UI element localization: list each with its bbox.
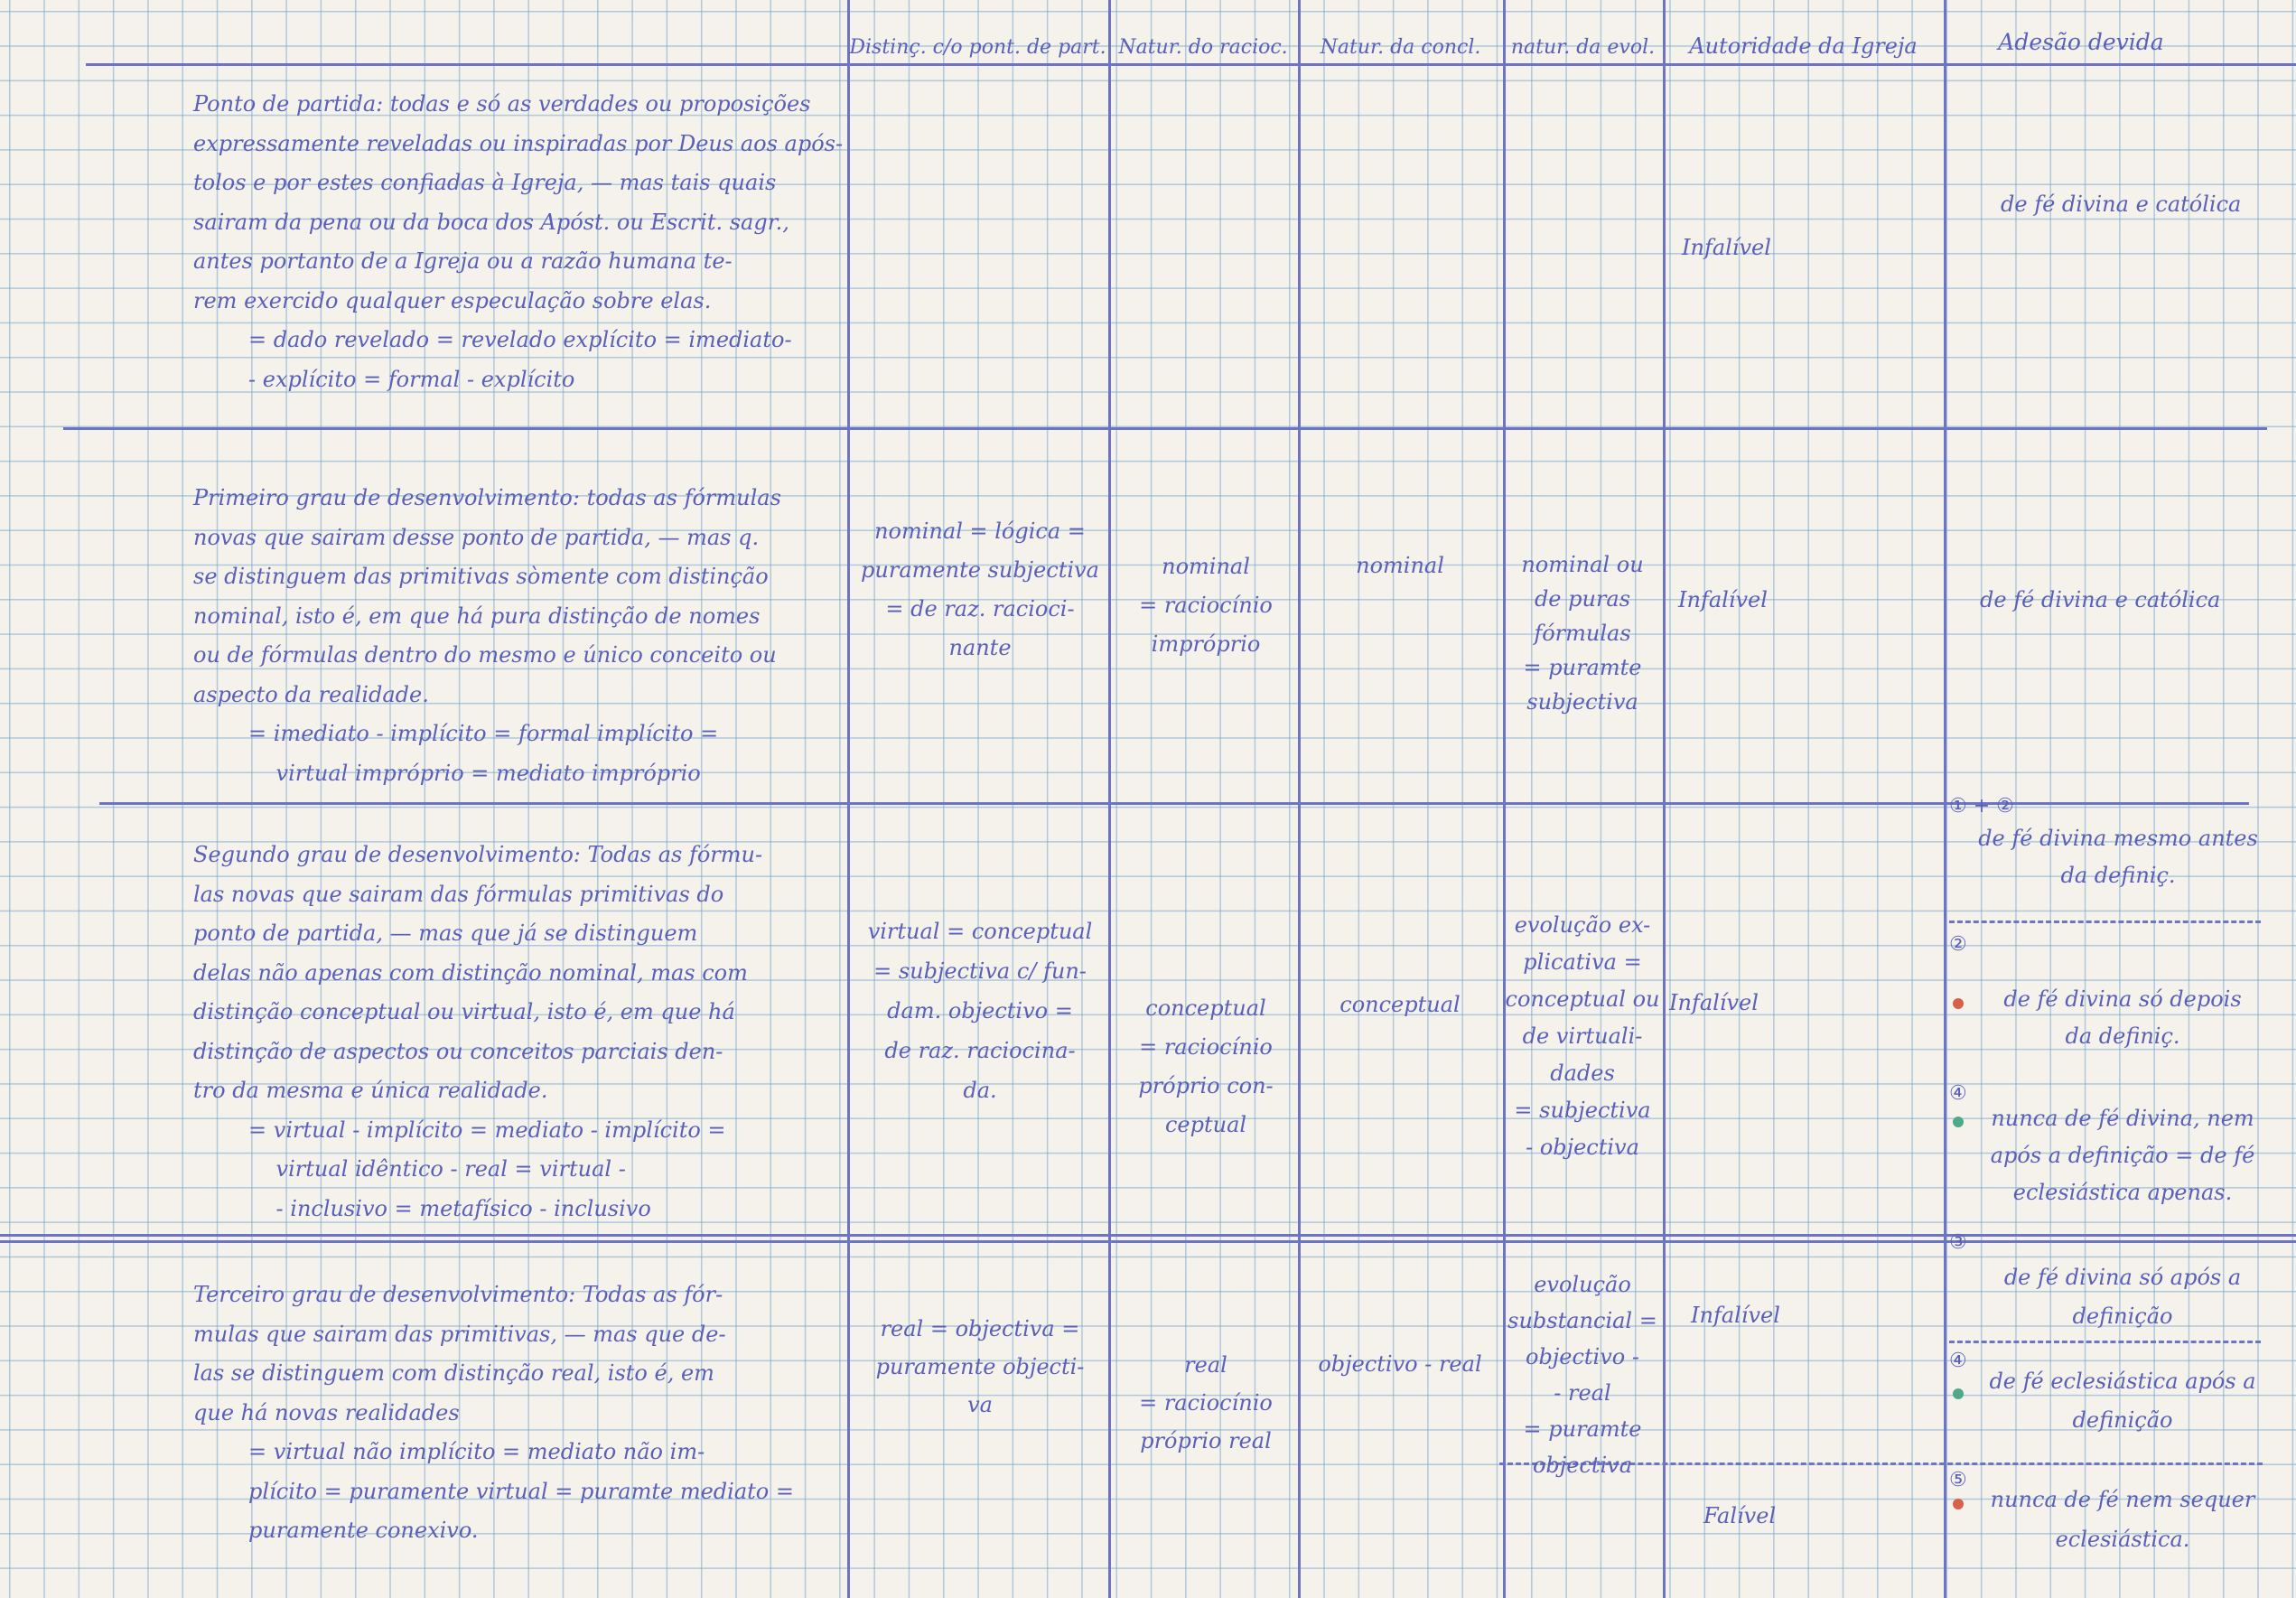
header-adhesion: Adesão devida: [1998, 29, 2164, 55]
row-third-degree-authority-infallible: Infalível: [1691, 1303, 1780, 1328]
row-divider: [99, 802, 2249, 805]
row-second-degree-adhesion-c: nunca de fé divina, nem após a definição = de fé eclesiástica apenas.: [1990, 1106, 2255, 1205]
row-first-degree-conclusion: nominal: [1356, 553, 1444, 578]
row-third-degree-evolution: evolução substancial = objectivo - - real = puramte objectiva: [1507, 1272, 1657, 1478]
row-third-degree-distinction: real = objectiva = puramente objecti- va: [875, 1316, 1085, 1417]
header-reasoning: Natur. do racioc.: [1118, 36, 1288, 59]
row-third-degree-description: Terceiro grau de desenvolvimento: Todas as fór- mulas que sairam das primitivas, — mas que de- las se distinguem com distinção real, isto é, em que há novas realidades = virtual não implícito = mediato não im- plícito = puramente virtual = puramte mediato = puramente conexivo.: [193, 1282, 794, 1543]
row-third-degree-reasoning: real = raciocínio próprio real: [1139, 1352, 1273, 1453]
header-authority: Autoridade da Igreja: [1689, 33, 1918, 59]
row-second-degree-description: Segundo grau de desenvolvimento: Todas as fórmu- las novas que sairam das fórmulas primitivas do ponto de partida, — mas que já se distinguem delas não apenas com distinção nominal, mas com distinção conceptual ou virtual, isto é, em que há distinção de aspectos ou conceitos parciais den- tro da mesma e única realidade. = virtual - implícito = mediato - implícito = virtual idêntico - real = virtual - - inclusivo = metafísico - inclusivo: [193, 842, 763, 1221]
row-first-degree-distinction: nominal = lógica = puramente subjectiva = de raz. racioci- nante: [861, 519, 1099, 660]
row-second-degree-distinction: virtual = conceptual = subjectiva c/ fun- dam. objectivo = de raz. raciocina- da.: [867, 919, 1093, 1103]
column-divider: [1663, 0, 1666, 1598]
row-first-degree-reasoning: nominal = raciocínio impróprio: [1139, 554, 1273, 657]
column-divider: [1108, 0, 1111, 1598]
column-divider: [847, 0, 850, 1598]
adhesion-dashed-divider: [1949, 1341, 2261, 1343]
row-first-degree-description: Primeiro grau de desenvolvimento: todas as fórmulas novas que sairam desse ponto de partida, — mas q. se distinguem das primitivas sòmente com distinção nominal, isto é, em que há pura distinção de nomes ou de fórmulas dentro do mesmo e único conceito ou aspecto da realidade. = imediato - implícito = formal implícito = virtual impróprio = mediato impróprio: [193, 485, 781, 786]
circled-number-3: ③: [1949, 1231, 1967, 1254]
row-first-degree-authority: Infalível: [1678, 587, 1768, 612]
row-second-degree-adhesion-b: de fé divina só depois da definiç.: [2003, 986, 2242, 1049]
row-second-degree-evolution: evolução ex- plicativa = conceptual ou de virtuali- dades = subjectiva - objectiva: [1505, 912, 1660, 1160]
row-third-degree-adhesion-c: nunca de fé nem sequer eclesiástica.: [1990, 1487, 2255, 1552]
column-divider: [1944, 0, 1946, 1598]
row-first-degree-adhesion: de fé divina e católica: [1980, 587, 2221, 612]
row-third-degree-adhesion-a: de fé divina só após a definição: [2003, 1265, 2242, 1329]
row-divider: [63, 427, 2267, 430]
row-third-degree-adhesion-b: de fé eclesiástica após a definição: [1989, 1369, 2256, 1433]
circled-number-4: ④: [1949, 1082, 1967, 1105]
row-third-degree-conclusion: objectivo - real: [1318, 1351, 1482, 1377]
row-starting-point-description: Ponto de partida: todas e só as verdades ou proposições expressamente reveladas ou inspiradas por Deus aos após- tolos e por estes confiadas à Igreja, — mas tais quais sairam da pena ou da boca dos Apóst. ou Escrit. sagr., antes portanto de a Igreja ou a razão humana te- rem exercido qualquer especulação sobre elas. = dado revelado = revelado explícito = imediato- - explícito = formal - explícito: [193, 91, 844, 392]
row-second-degree-reasoning: conceptual = raciocínio próprio con- ceptual: [1138, 995, 1274, 1137]
row-second-degree-conclusion: conceptual: [1339, 992, 1461, 1017]
row-third-degree-authority-fallible: Falível: [1703, 1503, 1777, 1528]
circled-number-4: ④: [1949, 1350, 1967, 1372]
circled-number-2: ②: [1949, 933, 1967, 956]
row-second-degree-adhesion-a: de fé divina mesmo antes da definiç.: [1978, 826, 2258, 888]
adhesion-marks-1-2: ① + ②: [1949, 795, 2014, 818]
header-evolution: natur. da evol.: [1510, 36, 1656, 59]
circled-number-5: ⑤: [1949, 1469, 1967, 1491]
header-distinction: Distinç. c/o pont. de part.: [849, 36, 1106, 59]
row-second-degree-authority: Infalível: [1669, 990, 1759, 1015]
row-starting-point-adhesion: de fé divina e católica: [2001, 192, 2242, 217]
row-first-degree-evolution: nominal ou de puras fórmulas = puramte subjectiva: [1521, 552, 1644, 715]
adhesion-dashed-divider: [1949, 920, 2261, 923]
header-conclusion: Natur. da concl.: [1320, 36, 1481, 59]
row-starting-point-authority: Infalível: [1682, 235, 1771, 260]
header-rule: [86, 63, 2296, 66]
